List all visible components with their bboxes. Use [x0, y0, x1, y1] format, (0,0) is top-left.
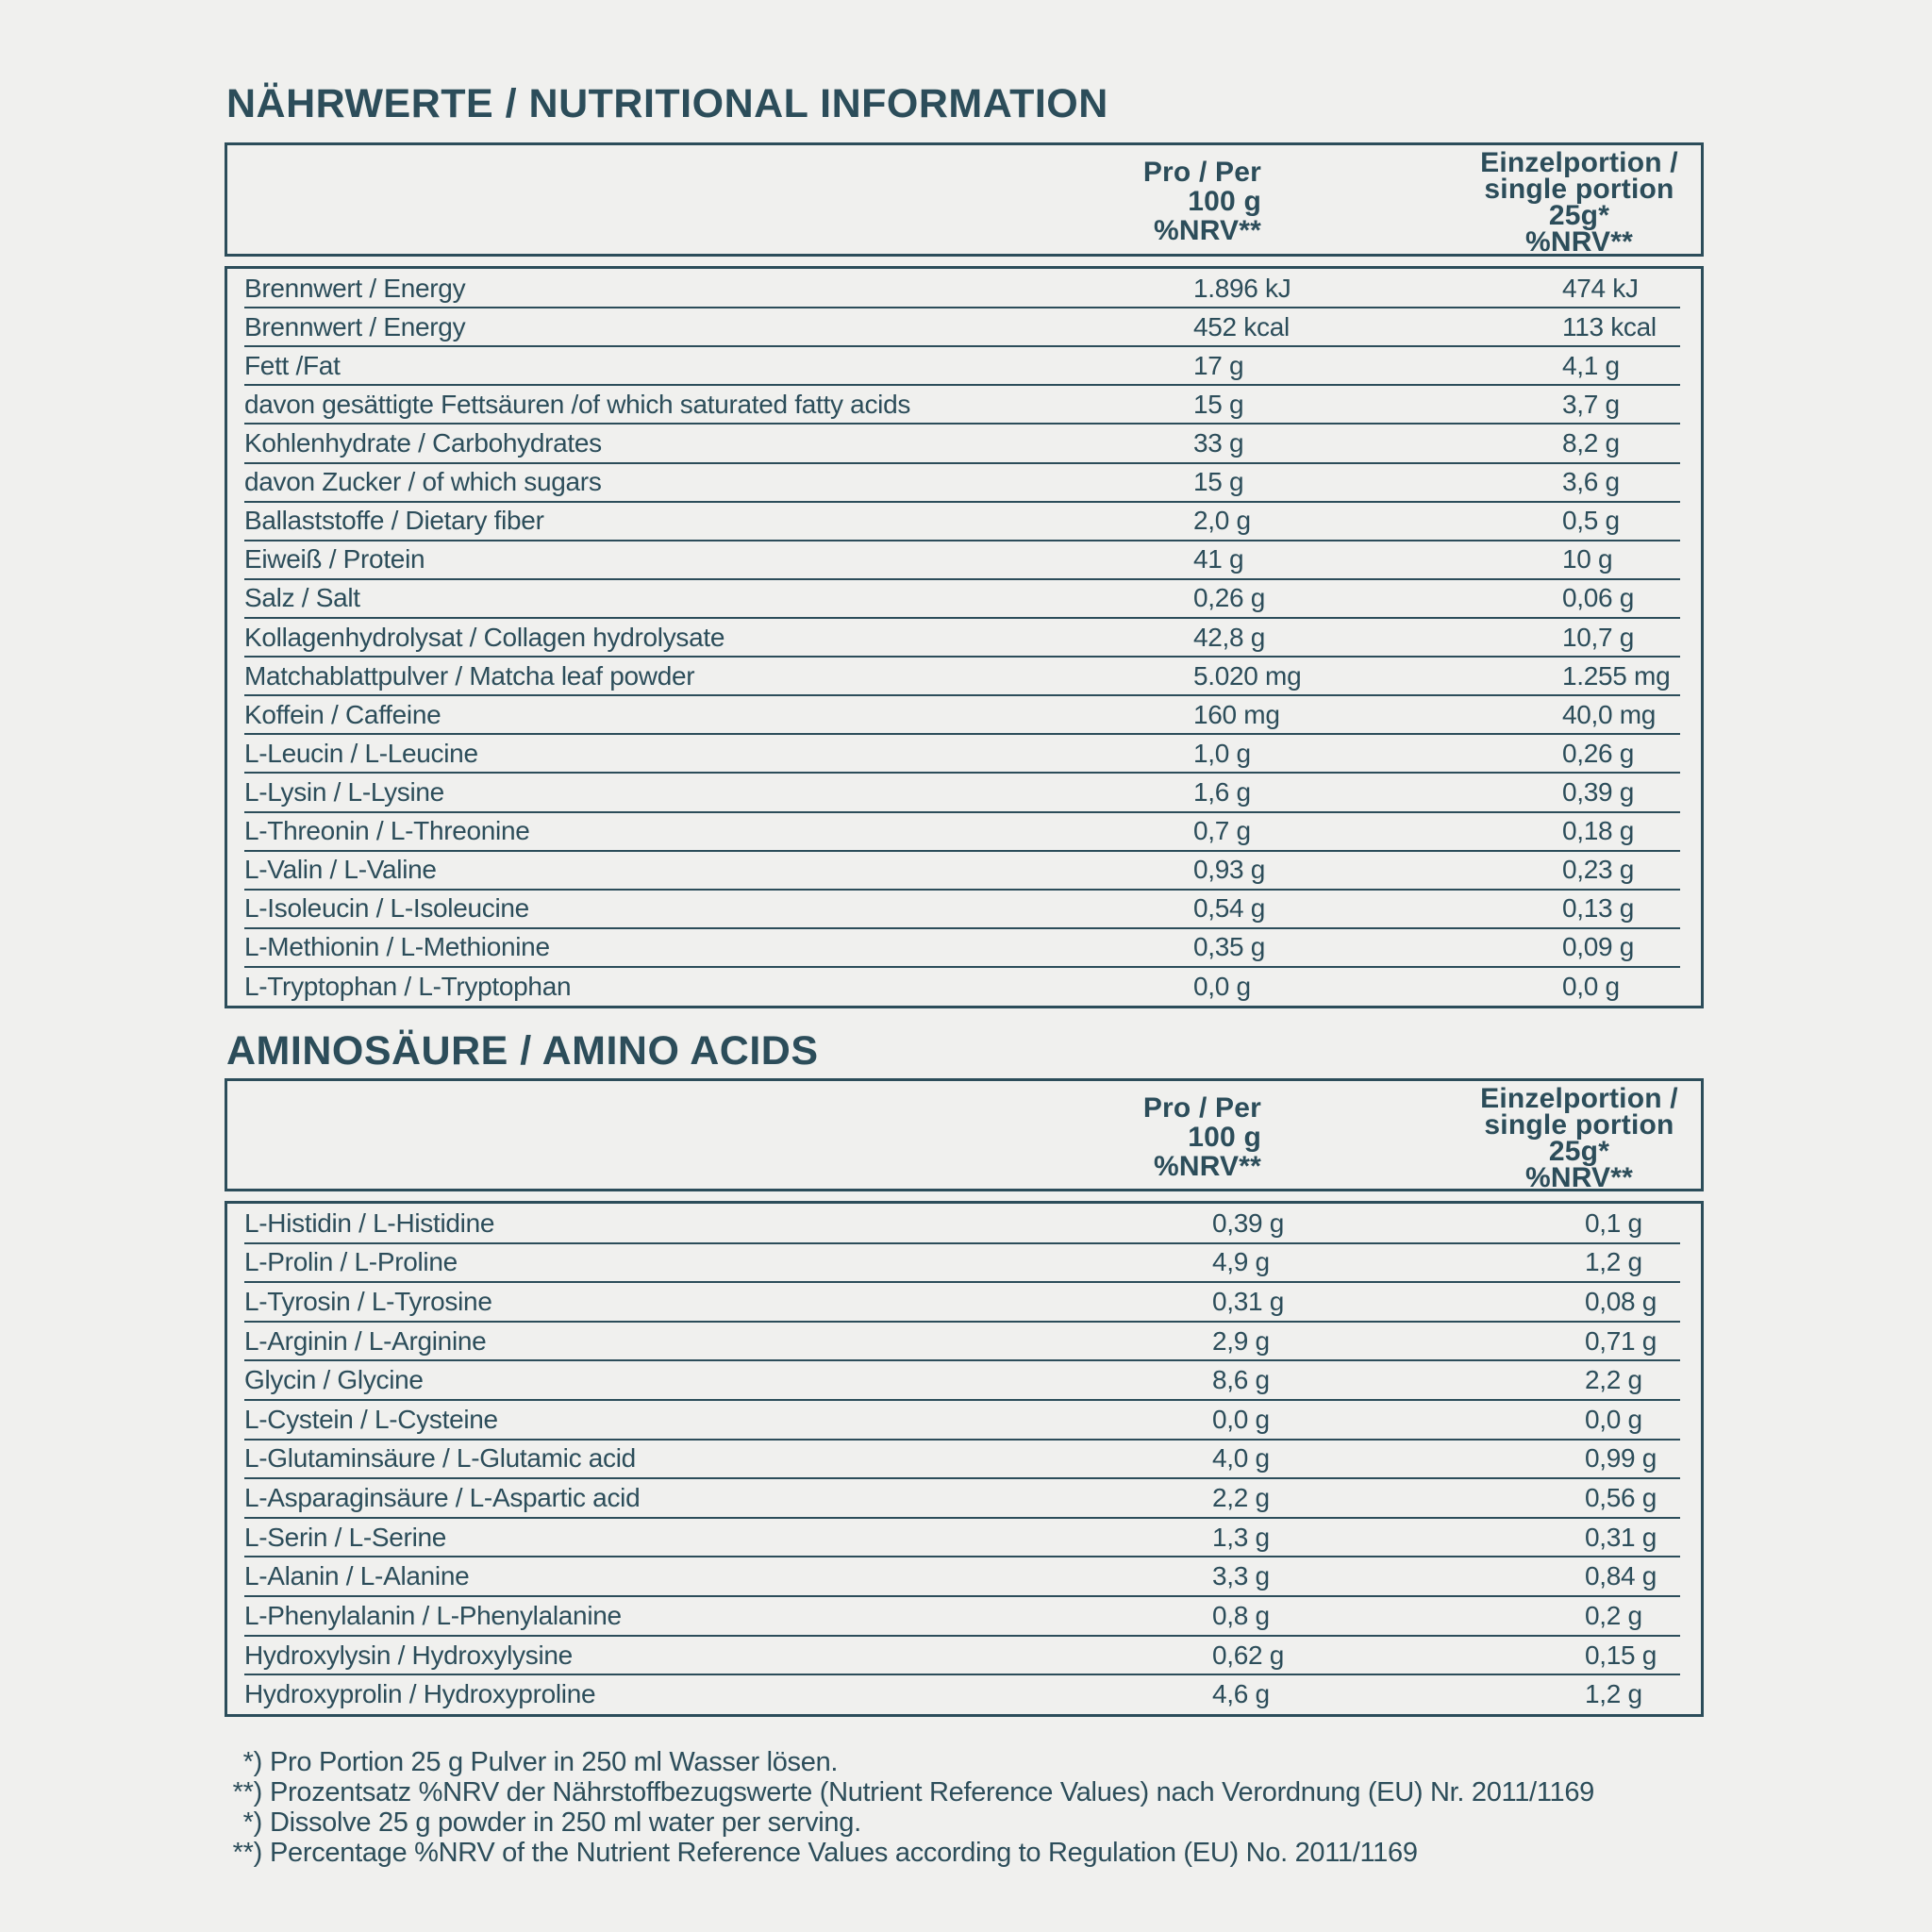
- header-line: Pro / Per: [1142, 1092, 1261, 1124]
- row-value-per-100g: 0,35 g: [1193, 932, 1266, 962]
- table-row: [227, 385, 1701, 424]
- row-value-per-100g: 0,54 g: [1193, 893, 1266, 924]
- table-row: [227, 1204, 1701, 1243]
- row-label: L-Isoleucin / L-Isoleucine: [244, 893, 529, 924]
- row-value-single-portion: 0,15 g: [1585, 1640, 1657, 1670]
- row-value-per-100g: 2,9 g: [1212, 1325, 1270, 1356]
- row-label: L-Threonin / L-Threonine: [244, 816, 530, 846]
- row-label: L-Asparaginsäure / L-Aspartic acid: [244, 1483, 641, 1513]
- table-row: [227, 1322, 1701, 1361]
- table-row: [227, 812, 1701, 851]
- row-value-per-100g: 42,8 g: [1193, 622, 1266, 652]
- row-label: Salz / Salt: [244, 583, 360, 613]
- row-label: davon Zucker / of which sugars: [244, 467, 602, 497]
- header-line: 25g*: [1548, 1136, 1610, 1167]
- nutrition-table-body: [225, 266, 1704, 1008]
- table-row: [227, 308, 1701, 346]
- row-value-single-portion: 113 kcal: [1562, 311, 1657, 341]
- table-row: [227, 851, 1701, 890]
- amino-acids-table-body: [225, 1201, 1704, 1717]
- header-line: single portion: [1484, 174, 1674, 205]
- row-value-per-100g: 0,39 g: [1212, 1208, 1285, 1238]
- table-row: [227, 695, 1701, 734]
- row-label: Kollagenhydrolysat / Collagen hydrolysate: [244, 622, 725, 652]
- footnote-marker: *): [242, 1807, 262, 1838]
- row-value-single-portion: 0,2 g: [1585, 1600, 1642, 1630]
- row-value-single-portion: 0,0 g: [1562, 971, 1620, 1001]
- row-label: L-Glutaminsäure / L-Glutamic acid: [244, 1443, 636, 1474]
- row-value-per-100g: 33 g: [1193, 427, 1244, 458]
- row-label: Hydroxylysin / Hydroxylysine: [244, 1640, 573, 1670]
- footnote-line: [225, 1838, 1828, 1868]
- row-label: Hydroxyprolin / Hydroxyproline: [244, 1679, 596, 1709]
- row-value-per-100g: 1.896 kJ: [1193, 273, 1291, 303]
- section-title-nutritional-information: NÄHRWERTE / NUTRITIONAL INFORMATION: [226, 81, 1108, 126]
- row-value-per-100g: 15 g: [1193, 467, 1244, 497]
- header-line: 100 g: [1188, 1122, 1261, 1153]
- row-value-per-100g: 160 mg: [1193, 699, 1280, 729]
- table-row: [227, 967, 1701, 1006]
- footnote-marker: **): [232, 1777, 262, 1807]
- header-line: %NRV**: [1524, 1162, 1634, 1193]
- row-value-single-portion: 474 kJ: [1562, 273, 1639, 303]
- row-label: L-Leucin / L-Leucine: [244, 738, 478, 768]
- footnote-line: [225, 1777, 1828, 1807]
- row-value-single-portion: 0,56 g: [1585, 1483, 1657, 1513]
- row-value-single-portion: 1,2 g: [1585, 1247, 1642, 1277]
- row-label: L-Histidin / L-Histidine: [244, 1208, 495, 1238]
- row-value-single-portion: 1.255 mg: [1562, 660, 1671, 691]
- row-value-per-100g: 452 kcal: [1193, 311, 1290, 341]
- row-value-single-portion: 0,06 g: [1562, 583, 1635, 613]
- table-row: [227, 1400, 1701, 1440]
- table-row: [227, 1360, 1701, 1400]
- row-value-single-portion: 4,1 g: [1562, 350, 1620, 380]
- row-value-single-portion: 2,2 g: [1585, 1365, 1642, 1395]
- row-value-per-100g: 8,6 g: [1212, 1365, 1270, 1395]
- footnote-text: Prozentsatz %NRV der Nährstoffbezugswerte (Nutrient Reference Values) nach Verordnung (EU) Nr. 2011/1169: [270, 1777, 1594, 1807]
- header-line: single portion: [1484, 1109, 1674, 1141]
- amino-acids-table-header-box: [225, 1078, 1704, 1191]
- header-line: %NRV**: [1153, 1151, 1261, 1182]
- header-line: %NRV**: [1524, 226, 1634, 258]
- table-row: [227, 269, 1701, 308]
- row-value-per-100g: 41 g: [1193, 544, 1244, 575]
- row-value-per-100g: 2,0 g: [1193, 506, 1251, 536]
- row-value-per-100g: 0,31 g: [1212, 1287, 1285, 1317]
- column-header-per-100g: [227, 1093, 1261, 1181]
- table-row: [227, 928, 1701, 967]
- row-label: L-Tyrosin / L-Tyrosine: [244, 1287, 492, 1317]
- footnote-line: [225, 1747, 1828, 1777]
- row-value-single-portion: 0,5 g: [1562, 506, 1620, 536]
- row-value-per-100g: 1,3 g: [1212, 1522, 1270, 1552]
- table-row: [227, 463, 1701, 502]
- row-label: Koffein / Caffeine: [244, 699, 441, 729]
- row-value-single-portion: 0,08 g: [1585, 1287, 1657, 1317]
- row-label: L-Methionin / L-Methionine: [244, 932, 550, 962]
- row-value-per-100g: 3,3 g: [1212, 1561, 1270, 1591]
- column-header-per-100g: [227, 158, 1261, 245]
- row-value-single-portion: 40,0 mg: [1562, 699, 1657, 729]
- table-row: [227, 424, 1701, 462]
- row-value-single-portion: 8,2 g: [1562, 427, 1620, 458]
- footnotes-block: [225, 1747, 1828, 1868]
- row-value-single-portion: 0,31 g: [1585, 1522, 1657, 1552]
- row-label: L-Serin / L-Serine: [244, 1522, 447, 1552]
- row-label: L-Valin / L-Valine: [244, 855, 437, 885]
- row-value-single-portion: 0,0 g: [1585, 1404, 1642, 1434]
- table-row: [227, 1518, 1701, 1557]
- row-value-single-portion: 0,39 g: [1562, 776, 1635, 807]
- row-label: Glycin / Glycine: [244, 1365, 424, 1395]
- footnote-marker: *): [242, 1747, 262, 1777]
- section-title-amino-acids: AMINOSÄURE / AMINO ACIDS: [226, 1028, 819, 1074]
- row-value-per-100g: 0,7 g: [1193, 816, 1251, 846]
- row-label: Matchablattpulver / Matcha leaf powder: [244, 660, 695, 691]
- table-row: [227, 579, 1701, 618]
- table-row: [227, 502, 1701, 541]
- column-header-single-portion: [1391, 1083, 1768, 1193]
- table-row: [227, 734, 1701, 773]
- row-label: davon gesättigte Fettsäuren /of which saturated fatty acids: [244, 389, 911, 419]
- row-value-per-100g: 1,6 g: [1193, 776, 1251, 807]
- row-label: L-Cystein / L-Cysteine: [244, 1404, 498, 1434]
- table-row: [227, 1557, 1701, 1596]
- row-label: Ballaststoffe / Dietary fiber: [244, 506, 544, 536]
- row-value-per-100g: 17 g: [1193, 350, 1244, 380]
- row-value-single-portion: 0,84 g: [1585, 1561, 1657, 1591]
- row-value-per-100g: 15 g: [1193, 389, 1244, 419]
- table-row: [227, 1674, 1701, 1714]
- column-header-single-portion: [1391, 147, 1768, 258]
- row-value-per-100g: 0,8 g: [1212, 1600, 1270, 1630]
- row-value-single-portion: 0,71 g: [1585, 1325, 1657, 1356]
- row-value-single-portion: 0,23 g: [1562, 855, 1635, 885]
- row-label: L-Tryptophan / L-Tryptophan: [244, 971, 572, 1001]
- table-row: [227, 1636, 1701, 1675]
- footnote-text: Dissolve 25 g powder in 250 ml water per serving.: [270, 1807, 861, 1838]
- table-row: [227, 773, 1701, 811]
- header-line: 100 g: [1188, 186, 1261, 217]
- row-label: Eiweiß / Protein: [244, 544, 425, 575]
- row-value-per-100g: 2,2 g: [1212, 1483, 1270, 1513]
- row-value-per-100g: 5.020 mg: [1193, 660, 1302, 691]
- table-row: [227, 541, 1701, 579]
- footnote-text: Percentage %NRV of the Nutrient Reference Values according to Regulation (EU) No. 2011/1169: [270, 1838, 1418, 1868]
- row-value-per-100g: 4,0 g: [1212, 1443, 1270, 1474]
- nutrition-table-header-box: [225, 142, 1704, 257]
- table-row: [227, 1596, 1701, 1636]
- row-value-per-100g: 1,0 g: [1193, 738, 1251, 768]
- row-value-per-100g: 4,6 g: [1212, 1679, 1270, 1709]
- row-value-single-portion: 1,2 g: [1585, 1679, 1642, 1709]
- header-line: Pro / Per: [1142, 157, 1261, 188]
- row-label: L-Lysin / L-Lysine: [244, 776, 444, 807]
- row-value-single-portion: 10 g: [1562, 544, 1613, 575]
- row-value-per-100g: 0,93 g: [1193, 855, 1266, 885]
- table-row: [227, 618, 1701, 657]
- header-line: Einzelportion /: [1480, 147, 1678, 178]
- table-row: [227, 657, 1701, 695]
- row-value-per-100g: 0,0 g: [1212, 1404, 1270, 1434]
- table-row: [227, 1243, 1701, 1283]
- row-value-single-portion: 0,18 g: [1562, 816, 1635, 846]
- row-value-single-portion: 0,99 g: [1585, 1443, 1657, 1474]
- table-row: [227, 1478, 1701, 1518]
- row-value-single-portion: 0,1 g: [1585, 1208, 1642, 1238]
- footnote-line: [225, 1807, 1828, 1838]
- row-label: L-Phenylalanin / L-Phenylalanine: [244, 1600, 622, 1630]
- row-label: L-Prolin / L-Proline: [244, 1247, 458, 1277]
- table-row: [227, 1440, 1701, 1479]
- row-value-single-portion: 10,7 g: [1562, 622, 1635, 652]
- row-label: Fett /Fat: [244, 350, 341, 380]
- table-row: [227, 890, 1701, 928]
- row-label: Brennwert / Energy: [244, 311, 466, 341]
- row-value-per-100g: 0,62 g: [1212, 1640, 1285, 1670]
- row-value-single-portion: 0,09 g: [1562, 932, 1635, 962]
- row-label: Brennwert / Energy: [244, 273, 466, 303]
- row-value-single-portion: 3,6 g: [1562, 467, 1620, 497]
- row-value-single-portion: 0,26 g: [1562, 738, 1635, 768]
- row-label: L-Arginin / L-Arginine: [244, 1325, 487, 1356]
- table-row: [227, 346, 1701, 385]
- row-value-single-portion: 3,7 g: [1562, 389, 1620, 419]
- row-label: L-Alanin / L-Alanine: [244, 1561, 470, 1591]
- footnote-marker: **): [232, 1838, 262, 1868]
- row-label: Kohlenhydrate / Carbohydrates: [244, 427, 602, 458]
- header-line: Einzelportion /: [1480, 1083, 1678, 1114]
- row-value-single-portion: 0,13 g: [1562, 893, 1635, 924]
- footnote-text: Pro Portion 25 g Pulver in 250 ml Wasser lösen.: [270, 1747, 839, 1777]
- header-line: %NRV**: [1153, 215, 1261, 246]
- table-row: [227, 1282, 1701, 1322]
- header-line: 25g*: [1548, 200, 1610, 231]
- row-value-per-100g: 4,9 g: [1212, 1247, 1270, 1277]
- row-value-per-100g: 0,0 g: [1193, 971, 1251, 1001]
- row-value-per-100g: 0,26 g: [1193, 583, 1266, 613]
